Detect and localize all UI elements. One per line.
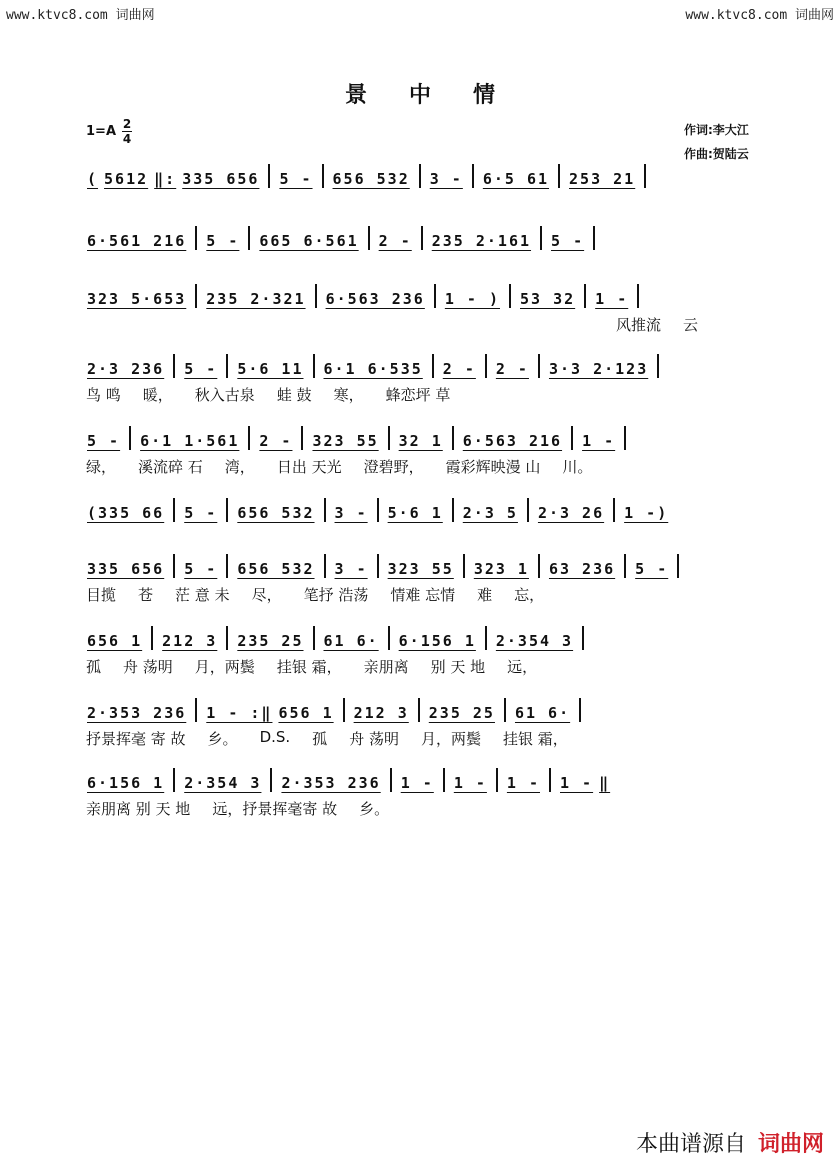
barline	[538, 354, 540, 378]
music-line	[84, 160, 764, 188]
note-group: ‖:	[154, 170, 177, 188]
barline	[540, 226, 542, 250]
note-group: 656 532	[332, 170, 410, 188]
lyric-segment: 霞彩辉映漫 山	[445, 458, 541, 476]
barline	[549, 768, 551, 792]
note-group: 61 6·	[323, 632, 379, 650]
barline	[496, 768, 498, 792]
barline	[315, 284, 317, 308]
note-group: 2·354 3	[184, 774, 262, 792]
note-group: 6·5 61	[482, 170, 550, 188]
time-denominator: 4	[122, 132, 132, 146]
lyric-segment: 情难 忘情	[390, 586, 456, 604]
time-signature	[122, 118, 132, 145]
barline	[173, 768, 175, 792]
note-group: 5 -	[87, 432, 121, 450]
lyric-segment: 日出 天光	[276, 458, 342, 476]
note-group: 235 2·321	[206, 290, 306, 308]
note-group: 2·3 236	[87, 360, 165, 378]
note-group: 63 236	[548, 560, 616, 578]
time-numerator: 2	[122, 117, 132, 131]
score-system	[84, 494, 764, 522]
note-group: 2 -	[442, 360, 476, 378]
barline	[173, 354, 175, 378]
note-group: 1 -)	[624, 504, 669, 522]
note-group: 5·6 11	[237, 360, 304, 378]
music-line	[84, 764, 764, 792]
note-group: 323 55	[312, 432, 379, 450]
music-line	[84, 694, 764, 722]
barline	[443, 768, 445, 792]
note-group: 656 532	[237, 560, 315, 578]
lyric-line	[84, 384, 764, 406]
barline	[677, 554, 679, 578]
score-system	[84, 160, 764, 188]
lyric-segment: 秋入古泉	[194, 386, 255, 404]
note-group: 5·6 1	[387, 504, 443, 522]
barline	[419, 164, 421, 188]
lyric-segment: 别 天 地	[430, 658, 486, 676]
lyric-segment: 忘，	[514, 586, 545, 604]
lyric-line	[84, 456, 764, 478]
note-group: 1 -	[506, 774, 540, 792]
score-system	[84, 550, 764, 606]
lyric-segment: 鸟 鸣	[86, 386, 121, 404]
note-group: (335 66	[87, 504, 165, 522]
note-group: 212 3	[162, 632, 218, 650]
barline	[195, 698, 197, 722]
note-group: 5 -	[184, 360, 218, 378]
note-group: 5 -	[551, 232, 585, 250]
note-group: 5 -	[279, 170, 313, 188]
lyric-segment: 抒景挥毫 寄 故	[86, 730, 186, 748]
note-group: 5 -	[184, 560, 218, 578]
barline	[324, 554, 326, 578]
barline	[538, 554, 540, 578]
note-group: 6·156 1	[87, 774, 165, 792]
note-group: 2·353 236	[281, 774, 381, 792]
barline	[485, 354, 487, 378]
note-group: 6·563 236	[325, 290, 425, 308]
lyric-segment: 湾，	[224, 458, 255, 476]
lyricist: 作词:李大江	[684, 123, 749, 137]
barline	[644, 164, 646, 188]
barline	[324, 498, 326, 522]
note-group: 235 25	[237, 632, 304, 650]
note-group: 1 -	[595, 290, 629, 308]
barline	[129, 426, 131, 450]
barline	[226, 554, 228, 578]
note-group: 3 -	[334, 560, 368, 578]
note-group: 335 656	[87, 560, 165, 578]
barline	[195, 284, 197, 308]
note-group: 5 -	[206, 232, 240, 250]
note-group: 53 32	[520, 290, 576, 308]
barline	[593, 226, 595, 250]
lyric-segment: 溪流碎 石	[138, 458, 203, 476]
lyric-segment: 笔抒 浩荡	[303, 586, 369, 604]
note-group: 253 21	[569, 170, 636, 188]
lyric-line	[84, 656, 764, 678]
barline	[390, 768, 392, 792]
barline	[579, 698, 581, 722]
note-group: ‖	[599, 774, 611, 792]
note-group: 2 -	[495, 360, 529, 378]
barline	[571, 426, 573, 450]
note-group: 235 2·161	[431, 232, 532, 250]
barline	[377, 554, 379, 578]
barline	[463, 554, 465, 578]
barline	[509, 284, 511, 308]
footer-brand: 词曲网	[757, 1132, 824, 1157]
note-group: 6·561 216	[87, 232, 187, 250]
lyric-segment: 寒，	[333, 386, 364, 404]
lyric-segment: 川。	[562, 458, 593, 476]
barline	[173, 498, 175, 522]
barline	[301, 426, 303, 450]
footer-source: 本曲谱源自	[635, 1132, 746, 1157]
lyric-line	[84, 314, 764, 336]
note-group: 6·156 1	[398, 632, 476, 650]
barline	[388, 626, 390, 650]
credits	[684, 118, 749, 166]
music-line	[84, 280, 764, 308]
barline	[248, 226, 250, 250]
note-group: 5 -	[635, 560, 669, 578]
note-group: 6·1 6·535	[323, 360, 423, 378]
barline	[624, 426, 626, 450]
note-group: (	[87, 170, 99, 188]
footer	[636, 1127, 824, 1158]
note-group: 5612	[104, 170, 149, 188]
note-group: 6·1 1·561	[140, 432, 240, 450]
barline	[452, 426, 454, 450]
lyric-segment: 蜂恋坪 草	[385, 386, 451, 404]
note-group: 656 1	[278, 704, 334, 722]
barline	[388, 426, 390, 450]
barline	[582, 626, 584, 650]
lyric-segment: 挂银 霜，	[276, 658, 342, 676]
note-group: 6·563 216	[462, 432, 563, 450]
note-group: 3 -	[334, 504, 368, 522]
lyric-segment: 茫 意 未	[175, 586, 230, 604]
lyric-segment: 月，两鬓	[420, 730, 481, 748]
note-group: 335 656	[182, 170, 260, 188]
score-system	[84, 422, 764, 478]
note-group: 235 25	[428, 704, 495, 722]
barline	[527, 498, 529, 522]
key-label: 1=A	[86, 124, 116, 139]
lyric-segment: 难	[477, 586, 493, 604]
lyric-segment: 目揽	[86, 586, 117, 604]
score-system	[84, 222, 764, 250]
lyric-line	[84, 798, 764, 820]
lyric-segment: 挂银 霜，	[502, 730, 568, 748]
note-group: 1 -	[453, 774, 487, 792]
note-group: 1 -	[582, 432, 616, 450]
note-group: 1 - :‖	[206, 704, 273, 722]
note-group: 2·353 236	[87, 704, 187, 722]
lyric-segment: 亲朋离	[363, 658, 409, 676]
lyric-segment: 月，两鬓	[194, 658, 255, 676]
music-line	[84, 550, 764, 578]
barline	[226, 354, 228, 378]
barline	[343, 698, 345, 722]
composer: 作曲:贺陆云	[684, 147, 749, 161]
note-group: 2·3 26	[537, 504, 605, 522]
barline	[624, 554, 626, 578]
song-title: 景中情	[344, 82, 537, 108]
lyric-segment: D.S.	[259, 728, 291, 746]
barline	[504, 698, 506, 722]
barline	[558, 164, 560, 188]
note-group: 3·3 2·123	[548, 360, 649, 378]
barline	[226, 498, 228, 522]
barline	[313, 626, 315, 650]
note-group: 656 532	[237, 504, 315, 522]
lyric-segment: 孤	[312, 730, 328, 748]
score-system	[84, 622, 764, 678]
lyric-line	[84, 728, 764, 750]
lyric-segment: 舟 荡明	[123, 658, 173, 676]
note-group: 1 -	[400, 774, 434, 792]
barline	[472, 164, 474, 188]
note-group: 2·3 5	[462, 504, 518, 522]
note-group: 323 5·653	[87, 290, 187, 308]
barline	[313, 354, 315, 378]
lyric-segment: 亲朋离 别 天 地	[86, 800, 191, 818]
note-group: 656 1	[87, 632, 143, 650]
barline	[452, 498, 454, 522]
lyric-segment: 风推流	[616, 316, 662, 334]
note-group: 323 55	[387, 560, 454, 578]
note-group: 61 6·	[514, 704, 571, 722]
barline	[368, 226, 370, 250]
lyric-segment: 暖，	[142, 386, 173, 404]
note-group: 2·354 3	[495, 632, 574, 650]
barline	[173, 554, 175, 578]
note-group: 2 -	[378, 232, 412, 250]
barline	[268, 164, 270, 188]
lyric-segment: 远，抒景挥毫寄 故	[212, 800, 338, 818]
lyric-segment: 绿，	[86, 458, 117, 476]
music-line	[84, 350, 764, 378]
barline	[637, 284, 639, 308]
note-group: 212 3	[353, 704, 409, 722]
note-group: 32 1	[398, 432, 443, 450]
note-group: 5 -	[184, 504, 218, 522]
lyric-segment: 舟 荡明	[349, 730, 399, 748]
lyric-segment: 蛙 鼓	[276, 386, 312, 404]
lyric-segment: 孤	[86, 658, 102, 676]
lyric-segment: 尽，	[251, 586, 282, 604]
lyric-segment: 苍	[138, 586, 154, 604]
score-system	[84, 350, 764, 406]
barline	[322, 164, 324, 188]
score-system	[84, 280, 764, 336]
note-group: 1 - )	[444, 290, 500, 308]
barline	[151, 626, 153, 650]
barline	[485, 626, 487, 650]
music-line	[84, 422, 764, 450]
barline	[195, 226, 197, 250]
note-group: 323 1	[473, 560, 529, 578]
lyric-segment: 乡。	[359, 800, 390, 818]
note-group: 3 -	[429, 170, 463, 188]
barline	[226, 626, 228, 650]
music-line	[84, 494, 764, 522]
barline	[421, 226, 423, 250]
lyric-segment: 云	[683, 316, 699, 334]
music-line	[84, 222, 764, 250]
lyric-segment: 澄碧野，	[363, 458, 424, 476]
barline	[418, 698, 420, 722]
barline	[613, 498, 615, 522]
watermark-left: www.ktvc8.com 词曲网	[6, 8, 155, 23]
barline	[270, 768, 272, 792]
note-group: 1 -	[560, 774, 594, 792]
score-system	[84, 764, 764, 820]
music-line	[84, 622, 764, 650]
barline	[434, 284, 436, 308]
lyric-segment: 远，	[507, 658, 538, 676]
lyric-segment: 乡。	[207, 730, 238, 748]
score-system	[84, 694, 764, 750]
barline	[248, 426, 250, 450]
barline	[377, 498, 379, 522]
note-group: 2 -	[259, 432, 293, 450]
watermark-right: www.ktvc8.com 词曲网	[685, 8, 834, 23]
note-group: 665 6·561	[259, 232, 359, 250]
barline	[657, 354, 659, 378]
key-signature	[86, 118, 132, 145]
barline	[432, 354, 434, 378]
barline	[584, 284, 586, 308]
lyric-line	[84, 584, 764, 606]
